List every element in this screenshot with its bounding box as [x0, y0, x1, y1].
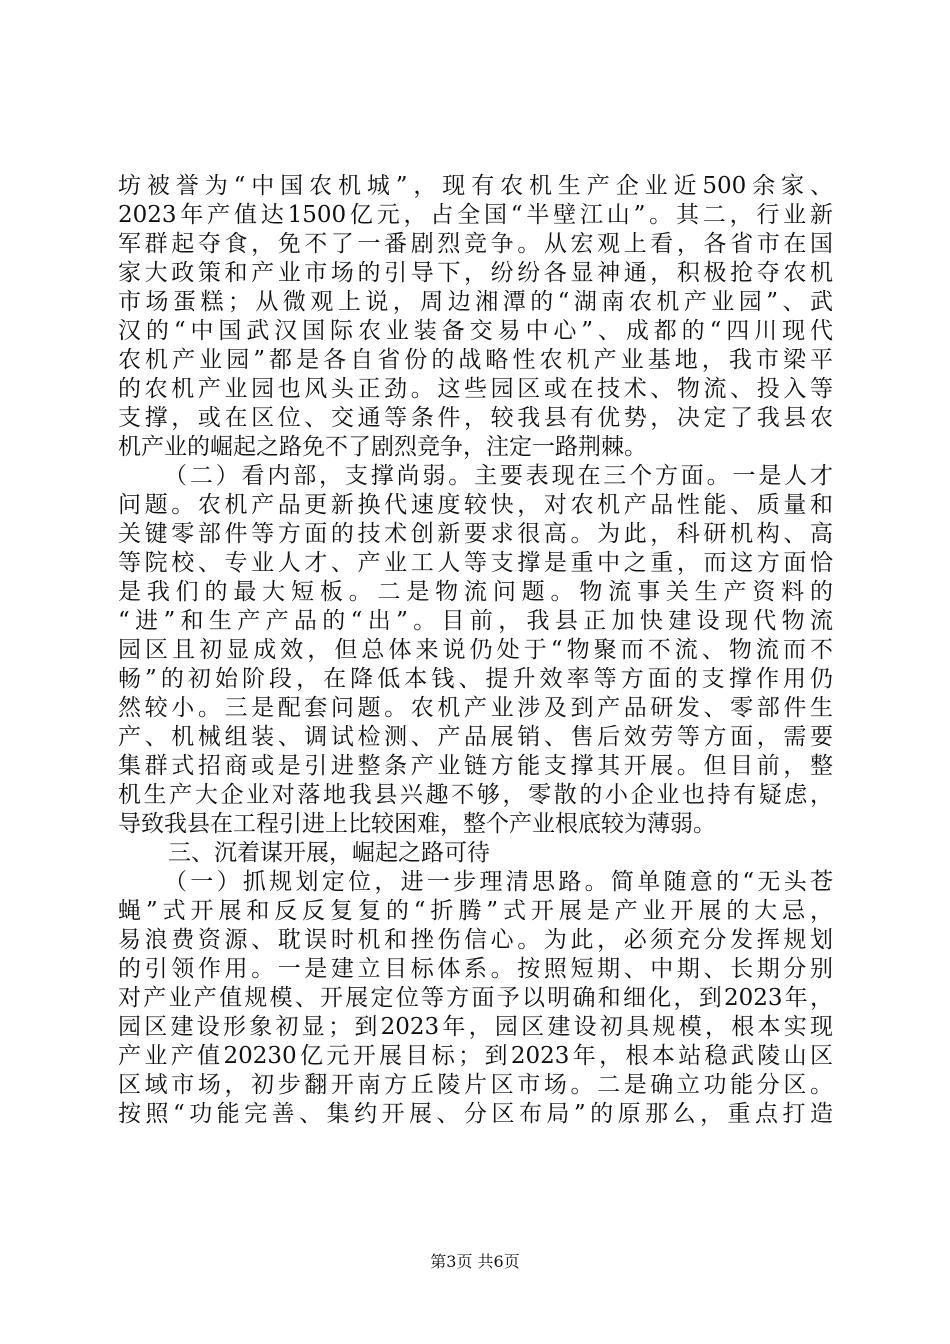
page-number: 第3页 共6页 [430, 1252, 520, 1271]
text-line: 集群式招商或是引进整条产业链方能支撑其开展。但目前，整 [118, 753, 833, 779]
text-line: 按照“功能完善、集约开展、分区布局”的原那么，重点打造 [118, 1101, 833, 1127]
body-text [118, 172, 833, 1129]
text-line: 机生产大企业对落地我县兴趣不够，零散的小企业也持有疑虑， [118, 782, 833, 808]
text-line: 产业产值20230亿元开展目标；到2023年，根本站稳武陵山区 [118, 1043, 833, 1069]
text-line: 军群起夺食，免不了一番剧烈竞争。从宏观上看，各省市在国 [118, 231, 833, 257]
text-line: 支撑，或在区位、交通等条件，较我县有优势，决定了我县农 [118, 405, 833, 431]
text-line: 易浪费资源、耽误时机和挫伤信心。为此，必须充分发挥规划 [118, 927, 833, 953]
text-line: 产、机械组装、调试检测、产品展销、售后效劳等方面，需要 [118, 724, 833, 750]
text-line: “进”和生产产品的“出”。目前，我县正加快建设现代物流 [118, 608, 833, 634]
text-line: 机产业的崛起之路免不了剧烈竞争，注定一路荆棘。 [118, 434, 647, 460]
text-line: 导致我县在工程引进上比较困难，整个产业根底较为薄弱。 [118, 811, 716, 837]
text-line: 园区建设形象初显；到2023年，园区建设初具规模，根本实现 [118, 1014, 833, 1040]
section-heading: 三、沉着谋开展，崛起之路可待 [168, 840, 490, 866]
text-line: 区域市场，初步翻开南方丘陵片区市场。二是确立功能分区。 [118, 1072, 833, 1098]
text-line: 等院校、专业人才、产业工人等支撑是重中之重，而这方面恰 [118, 550, 833, 576]
text-line: 的引领作用。一是建立目标体系。按照短期、中期、长期分别 [118, 956, 833, 982]
text-line: 对产业产值规模、开展定位等方面予以明确和细化，到2023年， [118, 985, 833, 1011]
text-line: 汉的“中国武汉国际农业装备交易中心”、成都的“四川现代 [118, 318, 833, 344]
text-line: 畅”的初始阶段，在降低本钱、提升效率等方面的支撑作用仍 [118, 666, 833, 692]
text-line: 市场蛋糕；从微观上说，周边湘潭的“湖南农机产业园”、武 [118, 289, 833, 315]
text-line: 农机产业园”都是各自省份的战略性农机产业基地，我市梁平 [118, 347, 833, 373]
text-line: 蝇”式开展和反反复复的“折腾”式开展是产业开展的大忌， [118, 898, 833, 924]
text-line: 园区且初显成效，但总体来说仍处于“物聚而不流、物流而不 [118, 637, 833, 663]
paragraph-start-line: （一）抓规划定位，进一步理清思路。简单随意的“无头苍 [164, 869, 833, 895]
text-line: 是我们的最大短板。二是物流问题。物流事关生产资料的 [118, 579, 833, 605]
text-line: 关键零部件等方面的技术创新要求很高。为此，科研机构、高 [118, 521, 833, 547]
text-line: 问题。农机产品更新换代速度较快，对农机产品性能、质量和 [118, 492, 833, 518]
text-line: 家大政策和产业市场的引导下，纷纷各显神通，积极抢夺农机 [118, 260, 833, 286]
text-line: 坊被誉为“中国农机城”，现有农机生产企业近500余家、 [118, 173, 833, 199]
text-line: 然较小。三是配套问题。农机产业涉及到产品研发、零部件生 [118, 695, 833, 721]
text-line: 2023年产值达1500亿元，占全国“半壁江山”。其二，行业新 [118, 202, 833, 228]
page-footer [0, 1252, 950, 1272]
text-line: 的农机产业园也风头正劲。这些园区或在技术、物流、投入等 [118, 376, 833, 402]
paragraph-start-line: （二）看内部，支撑尚弱。主要表现在三个方面。一是人才 [164, 463, 833, 489]
